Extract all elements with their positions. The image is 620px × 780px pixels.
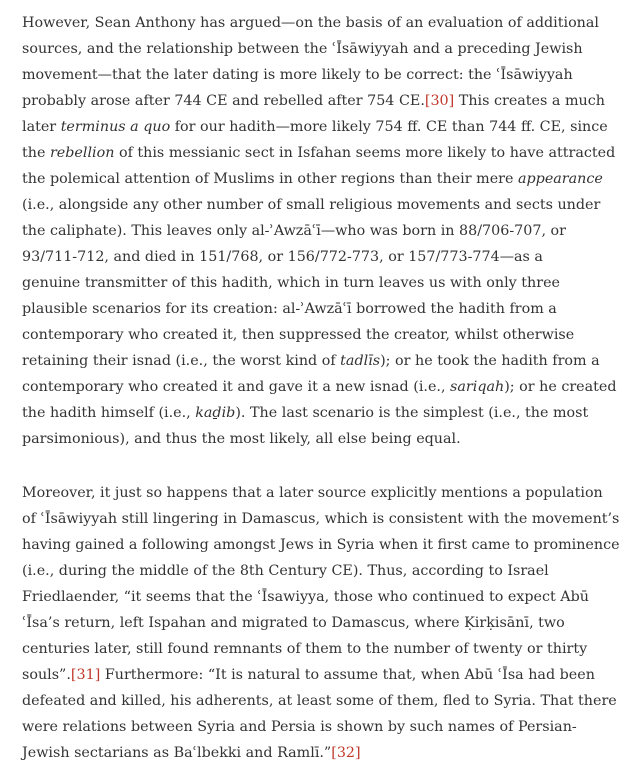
text-run: genuine transmitter of this hadith, which in turn leaves us with only three xyxy=(22,275,561,291)
text-line xyxy=(22,244,592,270)
text-line xyxy=(22,348,600,374)
text-run: of ʿĪsāwiyyah still lingering in Damascus, which is consistent with the movement’s xyxy=(22,511,620,527)
text-run: probably arose after 744 CE and rebelled after 754 CE. xyxy=(22,93,425,109)
text-line xyxy=(22,610,592,636)
text-run: ); or he created xyxy=(504,379,617,395)
text-line xyxy=(22,662,595,688)
text-line xyxy=(22,532,620,558)
text-run: sources, and the relationship between the ʿĪsāwiyyah and a preceding Jewish xyxy=(22,41,583,57)
italic-term: sariqah xyxy=(450,379,505,395)
footnote-link[interactable]: [31] xyxy=(70,667,101,683)
paragraph-gap xyxy=(22,452,592,480)
text-run: ). The last scenario is the simplest (i.e., the most xyxy=(235,405,589,421)
text-run: (i.e., during the middle of the 8th Century CE). Thus, according to Israel xyxy=(22,563,549,579)
text-run: of this messianic sect in Isfahan seems more likely to have attracted xyxy=(114,145,616,161)
text-run: the xyxy=(22,145,50,161)
text-line xyxy=(22,36,592,62)
text-run: Jewish sectarians as Baʿlbekki and Ramlī.” xyxy=(22,745,332,761)
italic-term: kaḏib xyxy=(195,405,236,421)
text-line xyxy=(22,62,592,88)
text-line xyxy=(22,88,605,114)
text-run: retaining their isnad (i.e., the worst kind of xyxy=(22,353,341,369)
text-run: This creates a much xyxy=(454,93,605,109)
text-line xyxy=(22,558,592,584)
paragraph xyxy=(22,480,620,766)
text-line xyxy=(22,636,592,662)
text-run: later xyxy=(22,119,61,135)
text-line xyxy=(22,506,620,532)
text-run: defeated and killed, his adherents, at least some of them, fled to Syria. That there xyxy=(22,693,617,709)
text-run: ); or he took the hadith from a xyxy=(380,353,600,369)
text-run: Moreover, it just so happens that a later source explicitly mentions a population xyxy=(22,485,603,501)
footnote-link[interactable]: [32] xyxy=(331,745,361,761)
text-run: Friedlaender, “it seems that the ʿĪsawiyya, those who continued to expect Abū xyxy=(22,589,589,605)
text-line xyxy=(22,714,592,740)
text-line xyxy=(22,270,592,296)
italic-term: terminus a quo xyxy=(60,119,171,135)
text-run: the caliphate). This leaves only al-ʾAwzāʿī—who was born in 88/706-707, or xyxy=(22,223,566,239)
italic-term: tadlīs xyxy=(340,353,381,369)
text-line xyxy=(22,426,592,452)
text-run: 93/711-712, and died in 151/768, or 156/772-773, or 157/773-774—as a xyxy=(22,249,543,265)
text-line xyxy=(22,322,592,348)
footnote-link[interactable]: [30] xyxy=(424,93,455,109)
italic-term: rebellion xyxy=(49,145,115,161)
text-line xyxy=(22,114,608,140)
text-line xyxy=(22,688,617,714)
text-run: having gained a following amongst Jews in Syria when it first came to prominence xyxy=(22,537,620,553)
text-run: centuries later, still found remnants of them to the number of twenty or thirty xyxy=(22,641,588,657)
text-run: souls”. xyxy=(22,667,71,683)
text-line xyxy=(22,374,617,400)
text-run: for our hadith—more likely 754 ff. CE than 744 ff. CE, since xyxy=(170,119,608,135)
text-line xyxy=(22,296,592,322)
text-run: the hadith himself (i.e., xyxy=(22,405,196,421)
text-run: ʿĪsa’s return, left Ispahan and migrated to Damascus, where Ḳirḳisānī, two xyxy=(22,615,565,631)
text-run: However, Sean Anthony has argued—on the basis of an evaluation of additional xyxy=(22,15,599,31)
paragraph xyxy=(22,10,617,452)
italic-term: appearance xyxy=(518,171,603,187)
article-body xyxy=(22,10,620,766)
text-line xyxy=(22,400,592,426)
text-line xyxy=(22,740,592,766)
text-run: were relations between Syria and Persia is shown by such names of Persian- xyxy=(22,719,577,735)
text-line xyxy=(22,10,599,36)
text-run: the polemical attention of Muslims in other regions than their mere xyxy=(22,171,518,187)
text-line xyxy=(22,166,603,192)
text-line xyxy=(22,140,616,166)
text-line xyxy=(22,584,592,610)
text-line xyxy=(22,218,592,244)
text-run: Furthermore: “It is natural to assume that, when Abū ʿĪsa had been xyxy=(100,667,595,683)
text-line xyxy=(22,480,603,506)
text-run: (i.e., alongside any other number of small religious movements and sects under xyxy=(22,197,601,213)
text-run: movement—that the later dating is more likely to be correct: the ʿĪsāwiyyah xyxy=(22,67,573,83)
text-line xyxy=(22,192,601,218)
text-run: contemporary who created it and gave it a new isnad (i.e., xyxy=(22,379,451,395)
text-run: contemporary who created it, then suppressed the creator, whilst otherwise xyxy=(22,327,575,343)
text-run: plausible scenarios for its creation: al-ʾAwzāʿī borrowed the hadith from a xyxy=(22,301,557,317)
text-run: parsimonious), and thus the most likely, all else being equal. xyxy=(22,431,461,447)
